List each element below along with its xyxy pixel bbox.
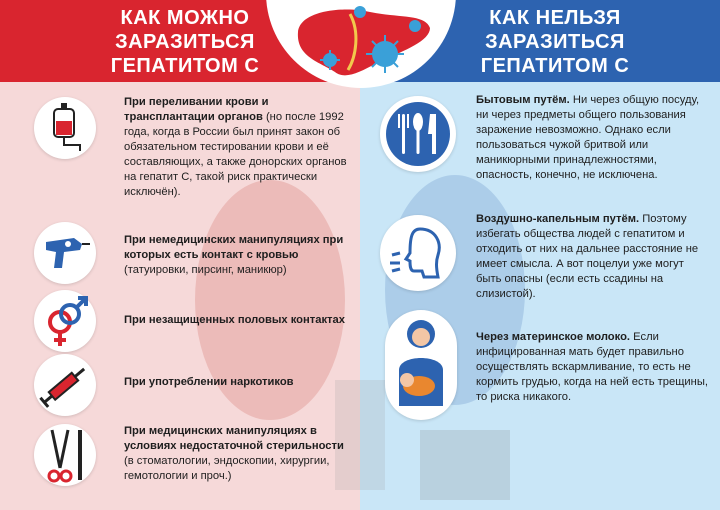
blood-bag-icon: [34, 97, 96, 159]
header-left-line-1: КАК МОЖНО: [120, 7, 250, 29]
blood-bag-icon-badge: [34, 97, 96, 159]
header-right-line-3: ГЕПАТИТОМ С: [480, 55, 630, 77]
breastfeeding-icon: [385, 310, 457, 420]
header-left-line-2: ЗАРАЗИТЬСЯ: [115, 31, 255, 53]
right-item-2-desc: Поэтому избегать общества людей с гепатитом и отходить от них на дальнее расстояние не имеет смысла. А вот поцелуи уже могут быть опасны (если есть ссадины на слизистой).: [476, 213, 699, 300]
right-item-3-text: [476, 330, 712, 405]
right-item-1-title: Бытовым путём.: [476, 94, 570, 106]
right-item-1-text: [476, 93, 712, 183]
head-breath-icon-badge: [380, 215, 456, 291]
right-item-3-desc: Если инфицированная мать будет правильно осуществлять вскармливание, то есть не кормить грудью, когда на ней есть трещины, то риска никакого.: [476, 331, 708, 403]
right-item-2-title: Воздушно-капельным путём.: [476, 213, 640, 225]
left-item-4-text: [124, 375, 352, 390]
syringe-icon: [34, 354, 96, 416]
syringe-icon-badge: [34, 354, 96, 416]
cutlery-icon-badge: [380, 96, 456, 172]
left-item-2-title: При немедицинских манипуляциях при которых есть контакт с кровью: [124, 234, 344, 261]
right-item-2-text: [476, 212, 712, 302]
liver-virus-icon: [290, 2, 440, 84]
cutlery-icon: [380, 96, 456, 172]
left-item-5-text: [124, 424, 356, 484]
left-item-3-title: При незащищенных половых контактах: [124, 314, 345, 326]
surgical-tools-icon: [34, 424, 96, 486]
breastfeeding-icon-badge: [385, 310, 457, 420]
surgical-tools-icon-badge: [34, 424, 96, 486]
left-item-1-desc: (но после 1992 года, когда в России был принят закон об обязательном тестировании крови и её составляющих, а также донорских органов на гепатит С, такой риск практически исключён).: [124, 111, 347, 198]
header-left-line-3: ГЕПАТИТОМ С: [110, 55, 260, 77]
right-item-3-title: Через материнское молоко.: [476, 331, 631, 343]
right-item-1-desc: Ни через общую посуду, ни через предметы общего пользования заражение невозможно. Однако если пользоваться чужой бритвой или маникюрными принадлежностями, опасность, конечно, не исключена.: [476, 94, 700, 181]
gender-symbols-icon-badge: [34, 290, 96, 352]
left-item-2-text: [124, 233, 352, 278]
gender-symbols-icon: [34, 290, 96, 352]
left-item-4-title: При употреблении наркотиков: [124, 376, 294, 388]
piercing-gun-icon-badge: [34, 222, 96, 284]
piercing-gun-icon: [34, 222, 96, 284]
left-item-3-text: [124, 313, 352, 328]
left-item-2-desc: (татуировки, пирсинг, маникюр): [124, 264, 287, 276]
left-item-5-title: При медицинских манипуляциях в условиях недостаточной стерильности: [124, 425, 344, 452]
left-item-1-text: [124, 95, 352, 200]
head-breath-icon: [380, 215, 456, 291]
header-right-line-2: ЗАРАЗИТЬСЯ: [485, 31, 625, 53]
header-left-title: [100, 6, 270, 78]
left-item-1-title: При переливании крови и трансплантации органов: [124, 96, 269, 123]
header-right-line-1: КАК НЕЛЬЗЯ: [489, 7, 621, 29]
left-item-5-desc: (в стоматологии, эндоскопии, хирургии, гемотологии и проч.): [124, 455, 330, 482]
header-right-title: [470, 6, 640, 78]
